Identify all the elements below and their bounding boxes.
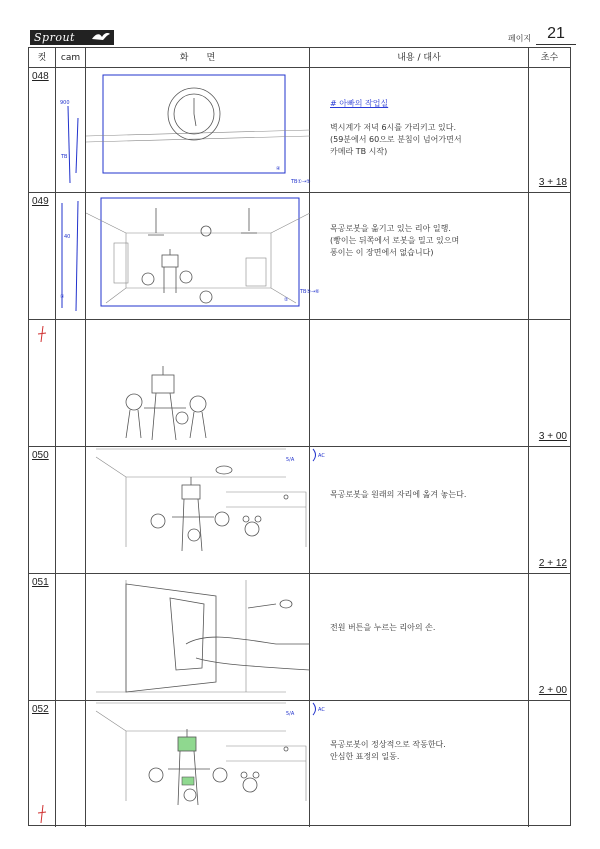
page-label: 페이지 — [508, 34, 532, 43]
transition-mark — [310, 447, 340, 467]
storyboard-sheet — [28, 47, 571, 826]
svg-text:TB: TB — [61, 154, 68, 160]
description-line: 목공로봇을 옮기고 있는 리아 일행. — [330, 224, 451, 233]
cut-number: 048 — [32, 71, 49, 82]
description-line: 전원 버튼을 누르는 리아의 손. — [330, 623, 436, 632]
bird-icon — [90, 31, 112, 43]
column-header-cam: cam — [56, 48, 86, 68]
frame-carrying-robot — [86, 193, 320, 320]
cut-number: 050 — [32, 450, 49, 461]
storyboard-row-052 — [29, 701, 570, 827]
svg-text:⑤: ⑤ — [60, 294, 65, 300]
sprout-logo — [30, 30, 114, 45]
svg-text:40: 40 — [64, 234, 71, 240]
svg-text:TB⑤→⑥: TB⑤→⑥ — [300, 289, 320, 295]
svg-text:②: ② — [284, 297, 289, 303]
cut-number: 052 — [32, 704, 49, 715]
page-number: 21 — [536, 24, 576, 45]
svg-text:900: 900 — [60, 100, 70, 106]
transition-mark — [310, 701, 340, 721]
camera-notes — [56, 68, 86, 193]
duration: 3 + 18 — [538, 177, 567, 188]
description-line: (59분에서 60으로 분침이 넘어가면서 — [330, 135, 462, 144]
frame-robot-closeup — [86, 320, 310, 447]
svg-text:AC: AC — [318, 453, 325, 459]
camera-notes — [56, 193, 86, 320]
storyboard-row-048 — [29, 68, 570, 193]
storyboard-row-050 — [29, 447, 570, 574]
description-line: 목공로봇이 정상적으로 작동한다. — [330, 740, 446, 749]
svg-text:AC: AC — [318, 707, 325, 713]
frame-pressing-button — [86, 574, 310, 701]
description-line: 목공로봇을 원래의 자리에 옮겨 놓는다. — [330, 490, 467, 499]
duration: 2 + 12 — [538, 558, 567, 569]
logo-text: Sprout — [34, 31, 75, 44]
storyboard-row-051 — [29, 574, 570, 701]
cut-number: 051 — [32, 577, 49, 588]
frame-wall-clock — [86, 68, 310, 193]
svg-text:TB①→⑤: TB①→⑤ — [291, 179, 311, 185]
column-header-screen: 화 면 — [86, 48, 310, 68]
frame-placing-robot — [86, 447, 310, 574]
description-line: 벽시계가 저녁 6시를 가리키고 있다. — [330, 123, 456, 132]
description-line: (빵이는 뒤쪽에서 로봇을 밀고 있으며 — [330, 236, 460, 245]
cut-mark — [29, 320, 56, 447]
svg-text:④: ④ — [276, 166, 281, 172]
duration: 2 + 00 — [538, 685, 567, 696]
column-header-seconds: 초수 — [529, 48, 570, 68]
cut-number: 049 — [32, 196, 49, 207]
column-header-cut: 컷 — [29, 48, 56, 68]
description-line: 퐁이는 이 장면에서 없습니다) — [330, 248, 434, 257]
storyboard-row-continuation — [29, 320, 570, 447]
duration: 3 + 00 — [538, 431, 567, 442]
frame-robot-working — [86, 701, 310, 827]
svg-text:5/A: 5/A — [286, 711, 295, 717]
description-line: 안심한 표정의 일동. — [330, 752, 400, 761]
cut-mark — [29, 701, 56, 827]
scene-tag: # 아빠의 작업실 — [330, 99, 389, 108]
storyboard-row-049 — [29, 193, 570, 320]
description-line: 카메라 TB 시작) — [330, 147, 388, 156]
column-header-content: 내용 / 대사 — [310, 48, 529, 68]
svg-text:5/A: 5/A — [286, 457, 295, 463]
